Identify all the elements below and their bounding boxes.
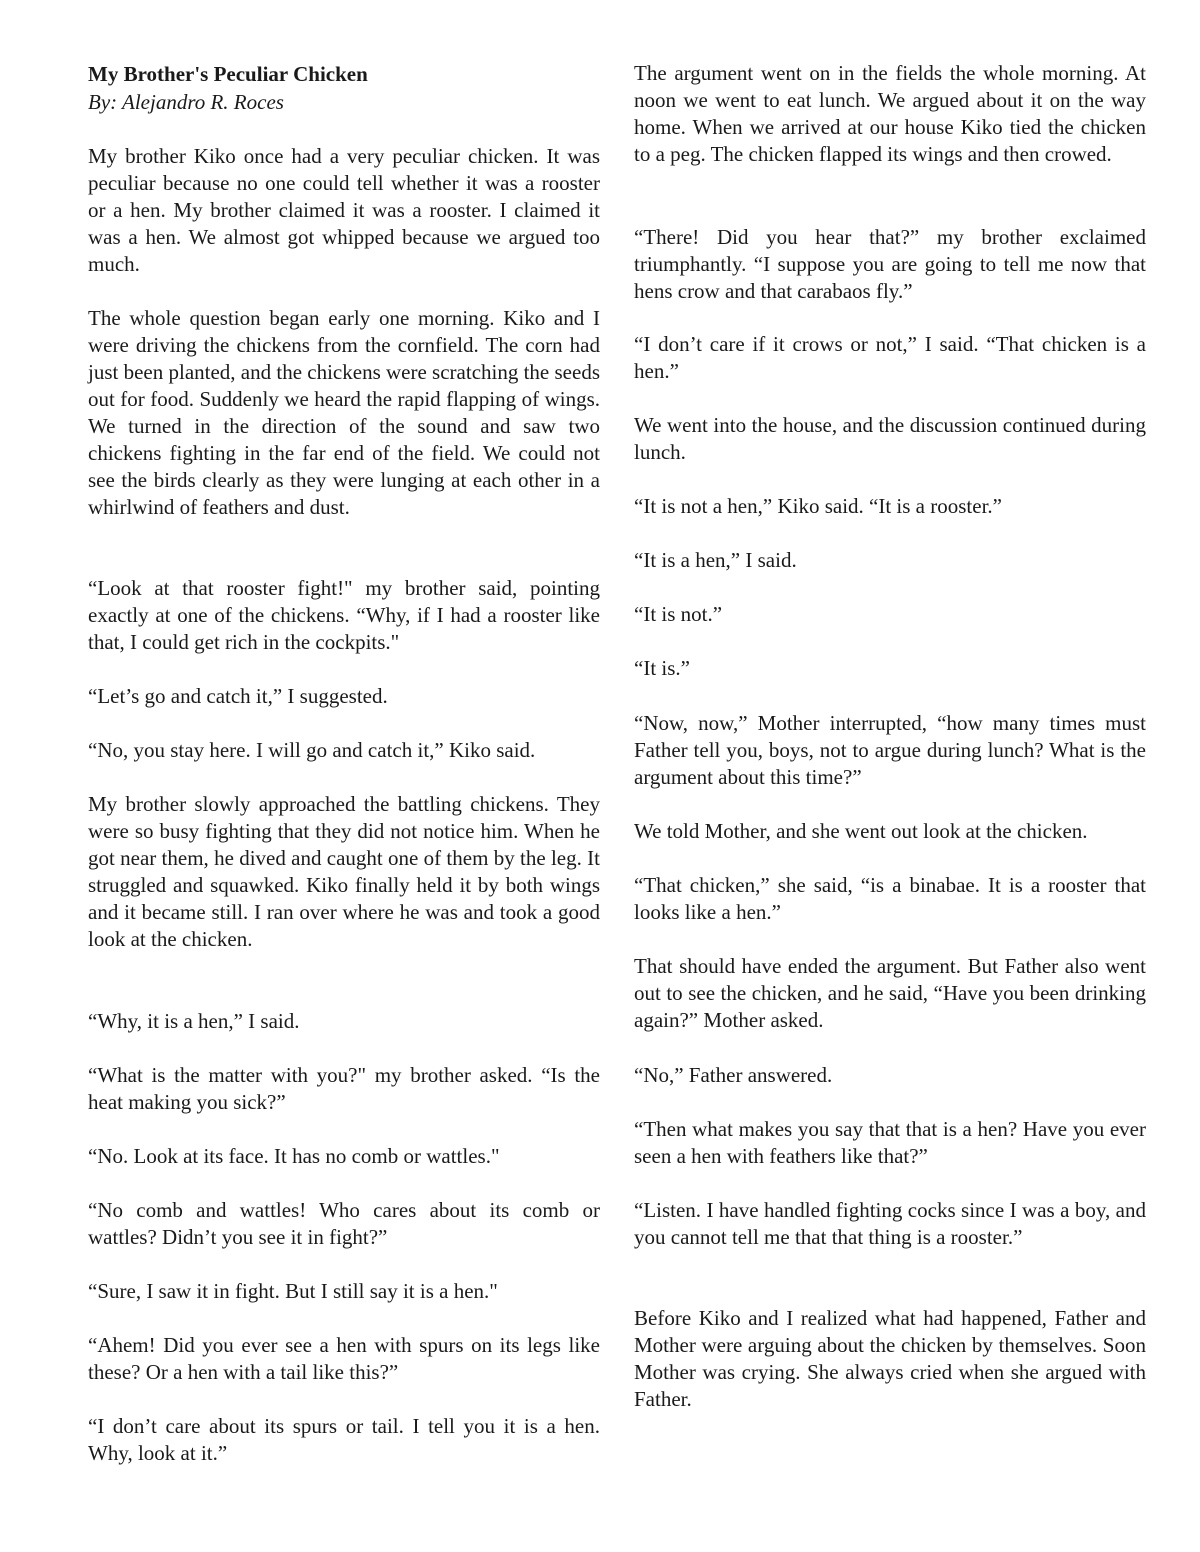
paragraph: We went into the house, and the discussion continued during lunch. <box>634 413 1146 464</box>
paragraph: “There! Did you hear that?” my brother exclaimed triumphantly. “I suppose you are going to tell me now that hens crow and that carabaos fly.” <box>634 225 1146 303</box>
paragraph: That should have ended the argument. But Father also went out to see the chicken, and he said, “Have you been drinking again?” Mother asked. <box>634 954 1146 1032</box>
story-byline: By: Alejandro R. Roces <box>88 90 284 114</box>
paragraph: “Ahem! Did you ever see a hen with spurs on its legs like these? Or a hen with a tail like this?” <box>88 1333 600 1384</box>
paragraph: “No comb and wattles! Who cares about its comb or wattles? Didn’t you see it in fight?” <box>88 1198 600 1249</box>
paragraph: “Let’s go and catch it,” I suggested. <box>88 684 388 708</box>
paragraph: “Sure, I saw it in fight. But I still say it is a hen." <box>88 1279 498 1303</box>
paragraph: “I don’t care about its spurs or tail. I tell you it is a hen. Why, look at it.” <box>88 1414 600 1465</box>
paragraph: “Listen. I have handled fighting cocks since I was a boy, and you cannot tell me that that thing is a rooster.” <box>634 1198 1146 1249</box>
paragraph: My brother slowly approached the battling chickens. They were so busy fighting that they did not notice him. When he got near them, he dived and caught one of them by the leg. It struggled and squawked. Kiko finally held it by both wings and it became still. I ran over where he was and took a good look at the chicken. <box>88 792 600 951</box>
paragraph: “Why, it is a hen,” I said. <box>88 1009 300 1033</box>
paragraph: Before Kiko and I realized what had happened, Father and Mother were arguing about the chicken by themselves. Soon Mother was crying. She always cried when she argued with Father. <box>634 1306 1146 1411</box>
paragraph: “What is the matter with you?" my brother asked. “Is the heat making you sick?” <box>88 1063 600 1114</box>
story-title: My Brother's Peculiar Chicken <box>88 62 368 86</box>
paragraph: “No,” Father answered. <box>634 1063 833 1087</box>
paragraph: “Then what makes you say that that is a hen? Have you ever seen a hen with feathers like that?” <box>634 1117 1146 1168</box>
paragraph: “It is not.” <box>634 602 723 626</box>
paragraph: The whole question began early one morning. Kiko and I were driving the chickens from the cornfield. The corn had just been planted, and the chickens were scratching the seeds out for food. Suddenly we heard the rapid flapping of wings. We turned in the direction of the sound and saw two chickens fighting in the far end of the field. We could not see the birds clearly as they were lunging at each other in a whirlwind of feathers and dust. <box>88 306 600 519</box>
paragraph: “It is not a hen,” Kiko said. “It is a rooster.” <box>634 494 1002 518</box>
paragraph: “Look at that rooster fight!" my brother said, pointing exactly at one of the chickens. “Why, if I had a rooster like that, I could get rich in the cockpits." <box>88 576 600 654</box>
paragraph: “It is.” <box>634 656 690 680</box>
paragraph: “I don’t care if it crows or not,” I said. “That chicken is a hen.” <box>634 332 1146 383</box>
paragraph: “It is a hen,” I said. <box>634 548 797 572</box>
paragraph: “No. Look at its face. It has no comb or wattles." <box>88 1144 500 1168</box>
paragraph: “No, you stay here. I will go and catch it,” Kiko said. <box>88 738 536 762</box>
paragraph: “Now, now,” Mother interrupted, “how many times must Father tell you, boys, not to argue during lunch? What is the argument about this time?” <box>634 711 1146 789</box>
paragraph: “That chicken,” she said, “is a binabae. It is a rooster that looks like a hen.” <box>634 873 1146 924</box>
paragraph: The argument went on in the fields the whole morning. At noon we went to eat lunch. We argued about it on the way home. When we arrived at our house Kiko tied the chicken to a peg. The chicken flapped its wings and then crowed. <box>634 61 1146 166</box>
paragraph: My brother Kiko once had a very peculiar chicken. It was peculiar because no one could tell whether it was a rooster or a hen. My brother claimed it was a rooster. I claimed it was a hen. We almost got whipped because we argued too much. <box>88 144 600 276</box>
paragraph: We told Mother, and she went out look at the chicken. <box>634 819 1088 843</box>
